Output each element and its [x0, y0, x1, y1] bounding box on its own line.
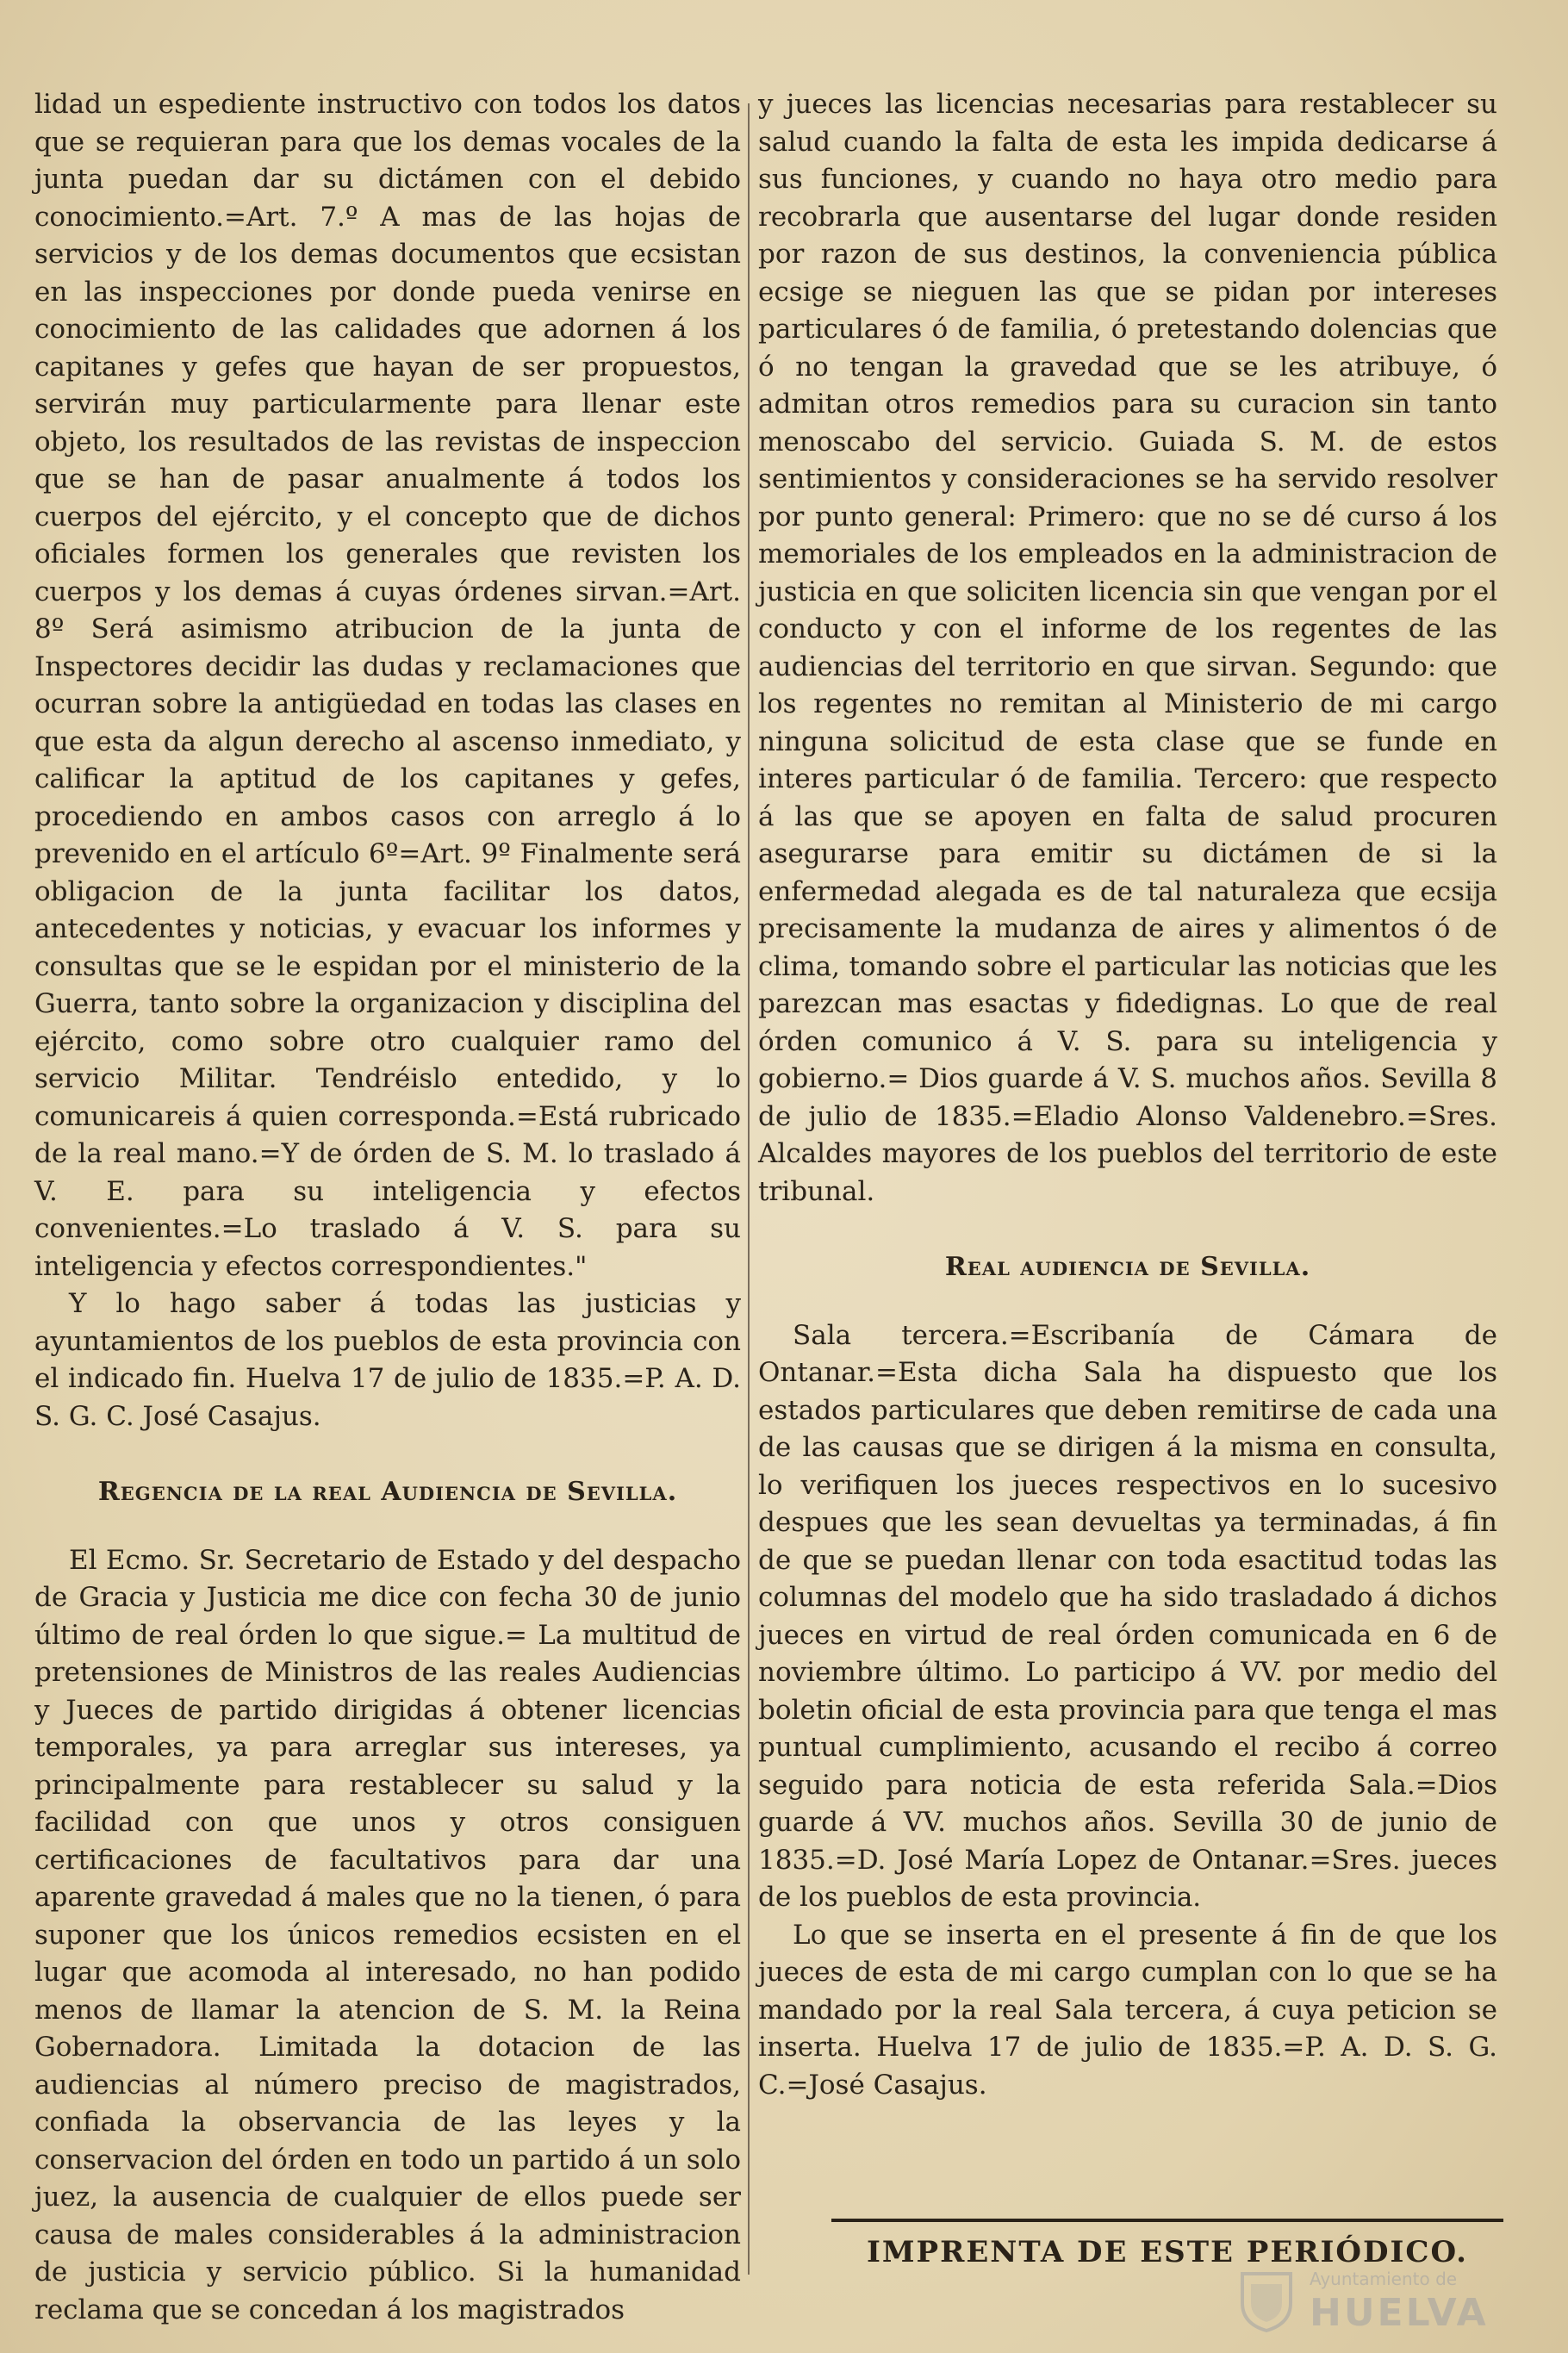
right-paragraph-3: Lo que se inserta en el presente á fin de que los jueces de esta de mi cargo cumplan con lo que se ha mandado por la real Sala tercera, á cuya peticion se inserta. Huelva 17 de julio de 1835.=P. A. D. S. G. C.=José Casajus. — [758, 1919, 1497, 2101]
footer-rule — [831, 2219, 1503, 2222]
left-paragraph-3: El Ecmo. Sr. Secretario de Estado y del despacho de Gracia y Justicia me dice con fecha 30 de junio último de real órden lo que sigue.= La multitud de pretensiones de Ministros de las reales Audiencias y Jueces de partido dirigidas á obtener licencias temporales, ya para arreglar sus intereses, ya principalmente para restablecer su salud y la facilidad con que unos y otros consiguen certificaciones de facultativos para dar una aparente gravedad á males que no la tienen, ó para suponer que los únicos remedios ecsisten en el lugar que acomoda al interesado, no han podido menos de llamar la atencion de S. M. la Reina Gobernadora. Limitada la dotacion de las audiencias al número preciso de magistrados, confiada la observancia de las leyes y la conservacion del órden en todo un partido á un solo juez, la ausencia de cualquier de ellos puede ser causa de males considerables á la administracion de justicia y servicio público. Si la humanidad reclama que se concedan á los magistrados — [34, 1544, 741, 2325]
left-paragraph-1: lidad un espediente instructivo con todos los datos que se requieran para que los demas vocales de la junta puedan dar su dictámen con el debido conocimiento.=Art. 7.º A mas de las hojas de servicios y de los demas documentos que ecsistan en las inspecciones por donde pueda venirse en conocimiento de las calidades que adornen á los capitanes y gefes que hayan de ser propuestos, servirán muy particularmente para llenar este objeto, los resultados de las revistas de inspeccion que se han de pasar anualmente á todos los cuerpos del ejército, y el concepto que de dichos oficiales formen los generales que revisten los cuerpos y los demas á cuyas órdenes sirvan.=Art. 8º Será asimismo atribucion de la junta de Inspectores decidir las dudas y reclamaciones que ocurran sobre la antigüedad en todas las clases en que esta da algun derecho al ascenso inmediato, y calificar la aptitud de los capitanes y gefes, procediendo en ambos casos con arreglo á lo prevenido en el artículo 6º=Art. 9º Finalmente será obligacion de la junta facilitar los datos, antecedentes y noticias, y evacuar los informes y consultas que se le espidan por el ministerio de la Guerra, tanto sobre la organizacion y disciplina del ejército, como sobre otro cualquier ramo del servicio Militar. Tendréislo entedido, y lo comunicareis á quien corresponda.=Está rubricado de la real mano.=Y de órden de S. M. lo traslado á V. E. para su inteligencia y efectos convenientes.=Lo traslado á V. S. para su inteligencia y efectos correspondientes." — [34, 89, 741, 1282]
watermark-line-1: Ayuntamiento de — [1310, 2269, 1458, 2289]
right-paragraph-2: Sala tercera.=Escribanía de Cámara de Ontanar.=Esta dicha Sala ha dispuesto que los estados particulares que deben remitirse de cada una de las causas que se dirigen á la misma en consulta, lo verifiquen los jueces respectivos en lo sucesivo despues que les sean devueltas ya terminadas, á fin de que se puedan llenar con toda esactitud todas las columnas del modelo que ha sido trasladado á dichos jueces en virtud de real órden comunicada en 6 de noviembre último. Lo participo á VV. por medio del boletin oficial de esta provincia para que tenga el mas puntual cumplimiento, acusando el recibo á correo seguido para noticia de esta referida Sala.=Dios guarde á VV. muchos años. Sevilla 30 de junio de 1835.=D. José María Lopez de Ontanar.=Sres. jueces de los pueblos de esta provincia. — [758, 1319, 1497, 1913]
coat-of-arms-icon — [1232, 2265, 1301, 2334]
right-column — [758, 86, 1497, 2104]
column-divider — [748, 103, 750, 2275]
watermark-logo — [1232, 2262, 1508, 2339]
section-heading-regencia: Regencia de la real Audiencia de Sevilla. — [97, 1477, 678, 1507]
section-heading-real-audiencia: Real audiencia de Sevilla. — [944, 1252, 1311, 1282]
left-column — [34, 86, 741, 2329]
imprint-line: IMPRENTA DE ESTE PERIÓDICO. — [867, 2235, 1468, 2269]
left-paragraph-2: Y lo hago saber á todas las justicias y ayuntamientos de los pueblos de esta provincia con el indicado fin. Huelva 17 de julio de 1835.=P. A. D. S. G. C. José Casajus. — [34, 1288, 741, 1432]
right-paragraph-1: y jueces las licencias necesarias para restablecer su salud cuando la falta de esta les impida dedicarse á sus funciones, y cuando no haya otro medio para recobrarla que ausentarse del lugar donde residen por razon de sus destinos, la conveniencia pública ecsige se nieguen las que se pidan por intereses particulares ó de familia, ó pretestando dolencias que ó no tengan la gravedad que se les atribuye, ó admitan otros remedios para su curacion sin tanto menoscabo del servicio. Guiada S. M. de estos sentimientos y consideraciones se ha servido resolver por punto general: Primero: que no se dé curso á los memoriales de los empleados en la administracion de justicia en que soliciten licencia sin que vengan por el conducto y con el informe de los regentes de las audiencias del territorio en que sirvan. Segundo: que los regentes no remitan al Ministerio de mi cargo ninguna solicitud de esta clase que se funde en interes particular ó de familia. Tercero: que respecto á las que se apoyen en falta de salud procuren asegurarse para emitir su dictámen de si la enfermedad alegada es de tal naturaleza que ecsija precisamente la mudanza de aires y alimentos ó de clima, tomando sobre el particular las noticias que les parezcan mas esactas y fidedignas. Lo que de real órden comunico á V. S. para su inteligencia y gobierno.= Dios guarde á V. S. muchos años. Sevilla 8 de julio de 1835.=Eladio Alonso Valdenebro.=Sres. Alcaldes mayores de los pueblos del territorio de este tribunal. — [758, 89, 1497, 1207]
watermark-line-2: HUELVA — [1310, 2291, 1489, 2335]
